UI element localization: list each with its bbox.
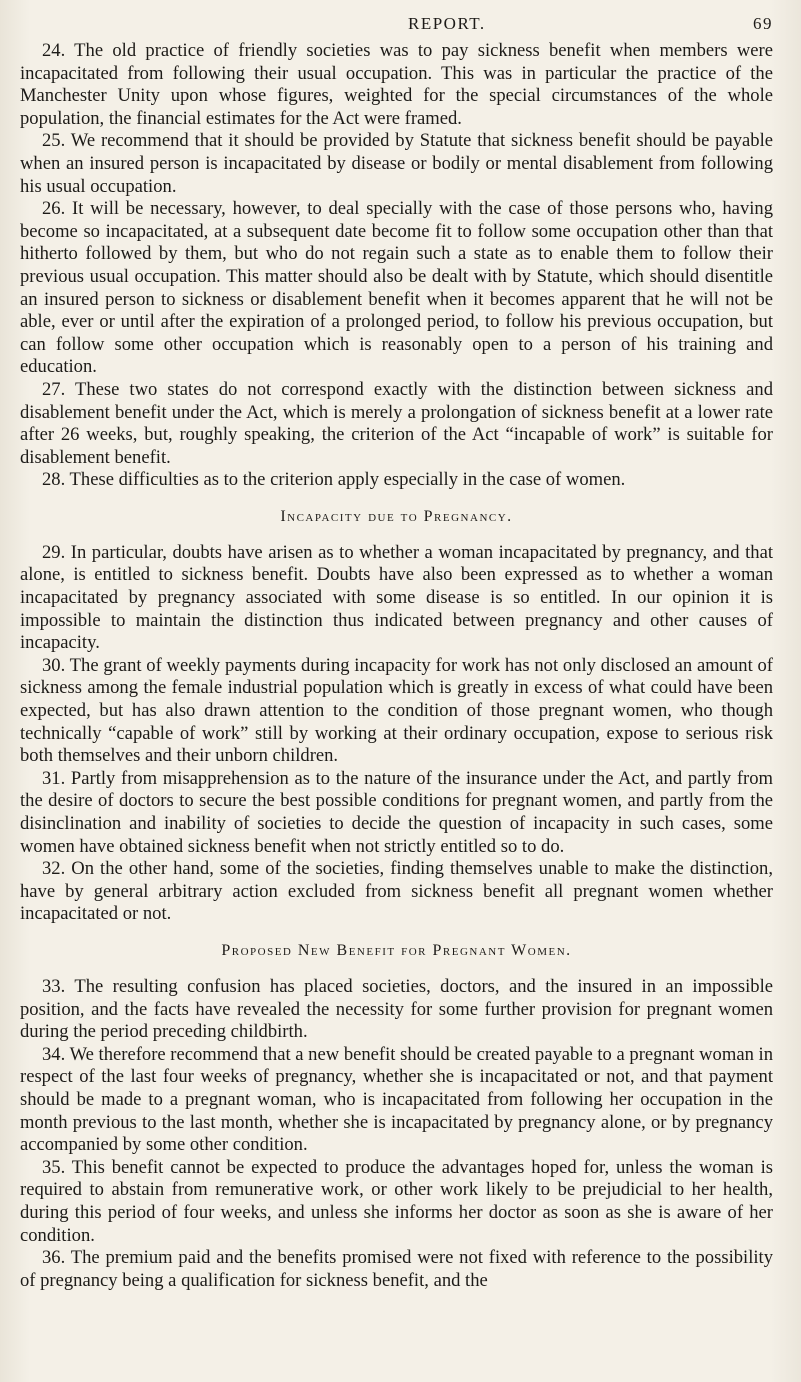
paragraph-34: 34. We therefore recommend that a new benefit should be created payable to a pregnant woman in respect of the last four weeks of pregnancy, whether she is incapacitated or not, and that payment should be made to a pregnant woman, who is incapacitated from following her occupation in the month previous to the last month, whether she is incapacitated by pregnancy alone, or by pregnancy accompanied by some other condition. <box>20 1043 773 1156</box>
paragraph-25: 25. We recommend that it should be provided by Statute that sickness benefit should be payable when an insured person is incapacitated by disease or bodily or mental disablement from following his usual occupation. <box>20 130 773 197</box>
page-number: 69 <box>753 14 773 33</box>
heading-proposed-new-benefit: Proposed New Benefit for Pregnant Women. <box>221 941 572 959</box>
paragraph-32: 32. On the other hand, some of the societies, finding themselves unable to make the distinction, have by general arbitrary action excluded from sickness benefit all pregnant women whether incapacitated or not. <box>20 858 773 925</box>
paragraph-33: 33. The resulting confusion has placed societies, doctors, and the insured in an impossible position, and the facts have revealed the necessity for some further provision for pregnant women during the period preceding childbirth. <box>20 975 773 1043</box>
paragraph-27: 27. These two states do not correspond exactly with the distinction between sickness and disablement benefit under the Act, which is merely a prolongation of sickness benefit at a lower rate after 26 weeks, but, roughly speaking, the criterion of the Act “incapable of work” is suitable for disablement benefit. <box>20 378 773 468</box>
paragraph-30: 30. The grant of weekly payments during incapacity for work has not only disclosed an amount of sickness among the female industrial population which is greatly in excess of what could have been expected, but has also drawn attention to the condition of those pregnant women, who though technically “capable of work” still by working at their ordinary occupation, expose to serious risk both themselves and their unborn children. <box>20 654 773 767</box>
running-header <box>20 10 773 40</box>
section-incapacity-pregnancy <box>20 542 773 926</box>
paragraph-31: 31. Partly from misapprehension as to the nature of the insurance under the Act, and partly from the desire of doctors to secure the best possible conditions for pregnant women, and partly from the disinclination and inability of societies to decide the question of incapacity in such cases, some women have obtained sickness benefit when not strictly entitled so to do. <box>20 767 773 857</box>
paragraph-36: 36. The premium paid and the benefits promised were not fixed with reference to the possibility of pregnancy being a qualification for sickness benefit, and the <box>20 1247 773 1291</box>
section-proposed-benefit <box>20 976 773 1292</box>
paragraph-28: 28. These difficulties as to the criterion apply especially in the case of women. <box>42 469 626 491</box>
heading-incapacity-pregnancy: Incapacity due to Pregnancy. <box>280 507 513 525</box>
paragraph-35: 35. This benefit cannot be expected to produce the advantages hoped for, unless the woman is required to abstain from remunerative work, or other work likely to be prejudicial to her health, during this period of four weeks, and unless she informs her doctor as soon as she is aware of her condition. <box>20 1156 773 1246</box>
paragraph-24: 24. The old practice of friendly societies was to pay sickness benefit when members were incapacitated from following their usual occupation. This was in particular the practice of the Manchester Unity upon whose figures, weighted for the special circumstances of the whole population, the financial estimates for the Act were framed. <box>20 40 773 129</box>
paragraph-26: 26. It will be necessary, however, to deal specially with the case of those persons who, having become so incapacitated, at a subsequent date become fit to follow some occupation other than that hitherto followed by them, but who do not regain such a state as to enable them to follow their previous usual occupation. This matter should also be dealt with by Statute, which should disentitle an insured person to sickness or disablement benefit when it becomes apparent that he will not be able, ever or until after the expiration of a prolonged period, to follow his previous occupation, but can follow some other occupation which is reasonably open to a person of his training and education. <box>20 198 773 378</box>
running-title: REPORT. <box>408 14 486 33</box>
section-sickness-criterion <box>20 40 773 492</box>
paragraph-29: 29. In particular, doubts have arisen as to whether a woman incapacitated by pregnancy, and that alone, is entitled to sickness benefit. Doubts have also been expressed as to whether a woman incapacitated by pregnancy associated with some disease is so entitled. In our opinion it is impossible to maintain the distinction thus indicated between pregnancy and other causes of incapacity. <box>20 541 773 654</box>
